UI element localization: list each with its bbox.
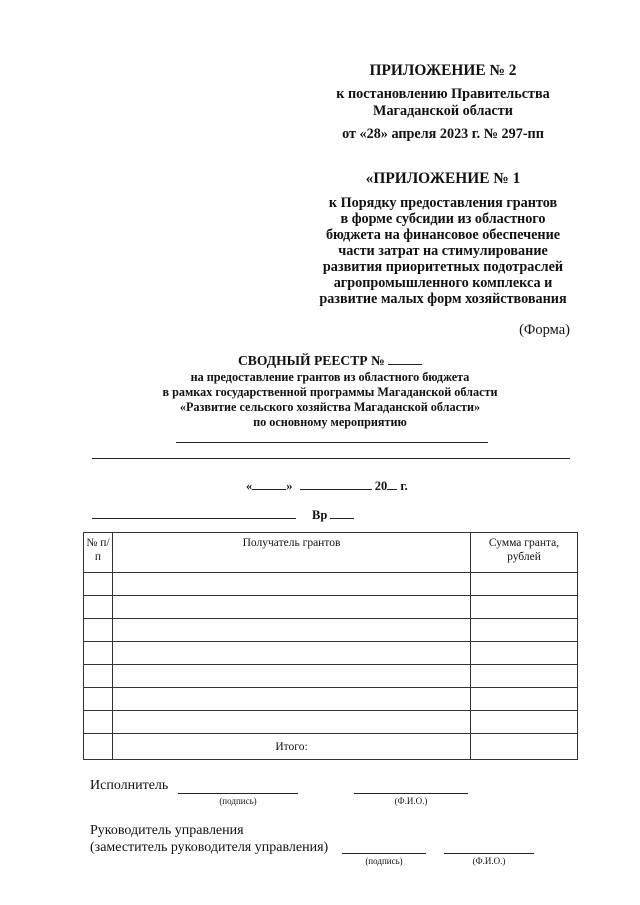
table-cell: [471, 619, 578, 642]
date-open-quote: «: [246, 479, 253, 493]
organization-blank-line: [92, 518, 296, 519]
table-row: [84, 711, 578, 734]
header-sum: Сумма гранта, рублей: [471, 533, 578, 573]
table-total-row: [84, 734, 578, 760]
table-cell: [471, 711, 578, 734]
vr-blank: [330, 506, 354, 519]
registry-title-text: СВОДНЫЙ РЕЕСТР №: [237, 353, 385, 368]
registry-number-blank: [388, 352, 422, 365]
appendix-1-line-7: развитие малых форм хозяйствования: [319, 291, 567, 307]
date-year-suffix: г.: [400, 479, 408, 493]
date-year-blank: [387, 477, 397, 490]
table-cell: [113, 665, 471, 688]
table-cell: [471, 573, 578, 596]
head-fio-caption: (Ф.И.О.): [472, 856, 506, 866]
table-cell: [113, 573, 471, 596]
table-cell: [84, 711, 113, 734]
total-sum-cell: [471, 734, 578, 760]
total-number-cell: [84, 734, 113, 760]
table-cell: [84, 688, 113, 711]
table-row: [84, 619, 578, 642]
appendix-2-heading: ПРИЛОЖЕНИЕ № 2: [369, 62, 517, 79]
resolution-line: к постановлению Правительства: [336, 86, 550, 102]
appendix-1-line-5: развития приоритетных подотраслей: [322, 259, 564, 275]
appendix-1-heading: «ПРИЛОЖЕНИЕ № 1: [365, 170, 521, 187]
table-row: [84, 665, 578, 688]
date-day-blank: [252, 477, 286, 490]
table-cell: [471, 688, 578, 711]
header-number: № п/п: [84, 533, 113, 573]
appendix-1-line-3: бюджета на финансовое обеспечение: [325, 227, 561, 243]
table-cell: [84, 619, 113, 642]
registry-table: [83, 532, 578, 760]
registry-subtitle-4: по основному мероприятию: [253, 415, 407, 429]
head-signature-line: [342, 853, 426, 854]
registry-title: [90, 352, 570, 368]
table-cell: [113, 596, 471, 619]
table-cell: [471, 596, 578, 619]
date-month-blank: [300, 477, 372, 490]
table-cell: [84, 596, 113, 619]
table-cell: [113, 619, 471, 642]
date-close-quote: »: [286, 479, 293, 493]
table-row: [84, 688, 578, 711]
executor-label: Исполнитель: [90, 778, 169, 793]
table-cell: [113, 711, 471, 734]
form-label: (Форма): [519, 322, 570, 338]
registry-subtitle-3: «Развитие сельского хозяйства Магаданской области»: [179, 400, 481, 414]
executor-fio-caption: (Ф.И.О.): [394, 796, 428, 806]
table-cell: [113, 642, 471, 665]
table-row: [84, 573, 578, 596]
registry-subtitle-2: в рамках государственной программы Магаданской области: [162, 385, 498, 399]
resolution-date-line: от «28» апреля 2023 г. № 297-пп: [342, 126, 544, 142]
event-name-blank-line: [176, 442, 488, 443]
total-label: Итого:: [113, 734, 471, 760]
table-cell: [84, 573, 113, 596]
head-label-line-2: (заместитель руководителя управления): [90, 840, 329, 855]
appendix-1-line-6: агропромышленного комплекса и: [333, 275, 553, 291]
head-label-line-1: Руководитель управления: [90, 823, 244, 838]
table-cell: [113, 688, 471, 711]
header-recipient: Получатель грантов: [113, 533, 471, 573]
table-row: [84, 642, 578, 665]
region-line: Магаданской области: [373, 103, 513, 119]
appendix-1-line-1: к Порядку предоставления грантов: [328, 195, 558, 211]
event-name-blank-line-2: [92, 458, 570, 459]
head-fio-line: [444, 853, 534, 854]
appendix-1-line-2: в форме субсидии из областного: [340, 211, 546, 227]
vr-label: Вр: [312, 508, 328, 522]
table-cell: [471, 665, 578, 688]
date-year-prefix: 20: [374, 479, 388, 493]
table-header-row: [84, 533, 578, 573]
date-line: [246, 477, 446, 494]
vr-field: [312, 506, 354, 523]
table-cell: [84, 665, 113, 688]
table-row: [84, 596, 578, 619]
appendix-1-line-4: части затрат на стимулирование: [338, 243, 548, 259]
executor-fio-line: [354, 793, 468, 794]
executor-signature-line: [178, 793, 298, 794]
head-signature-caption: (подпись): [365, 856, 403, 866]
executor-signature-caption: (подпись): [219, 796, 257, 806]
table-cell: [471, 642, 578, 665]
table-cell: [84, 642, 113, 665]
registry-subtitle-1: на предоставление грантов из областного бюджета: [190, 370, 470, 384]
